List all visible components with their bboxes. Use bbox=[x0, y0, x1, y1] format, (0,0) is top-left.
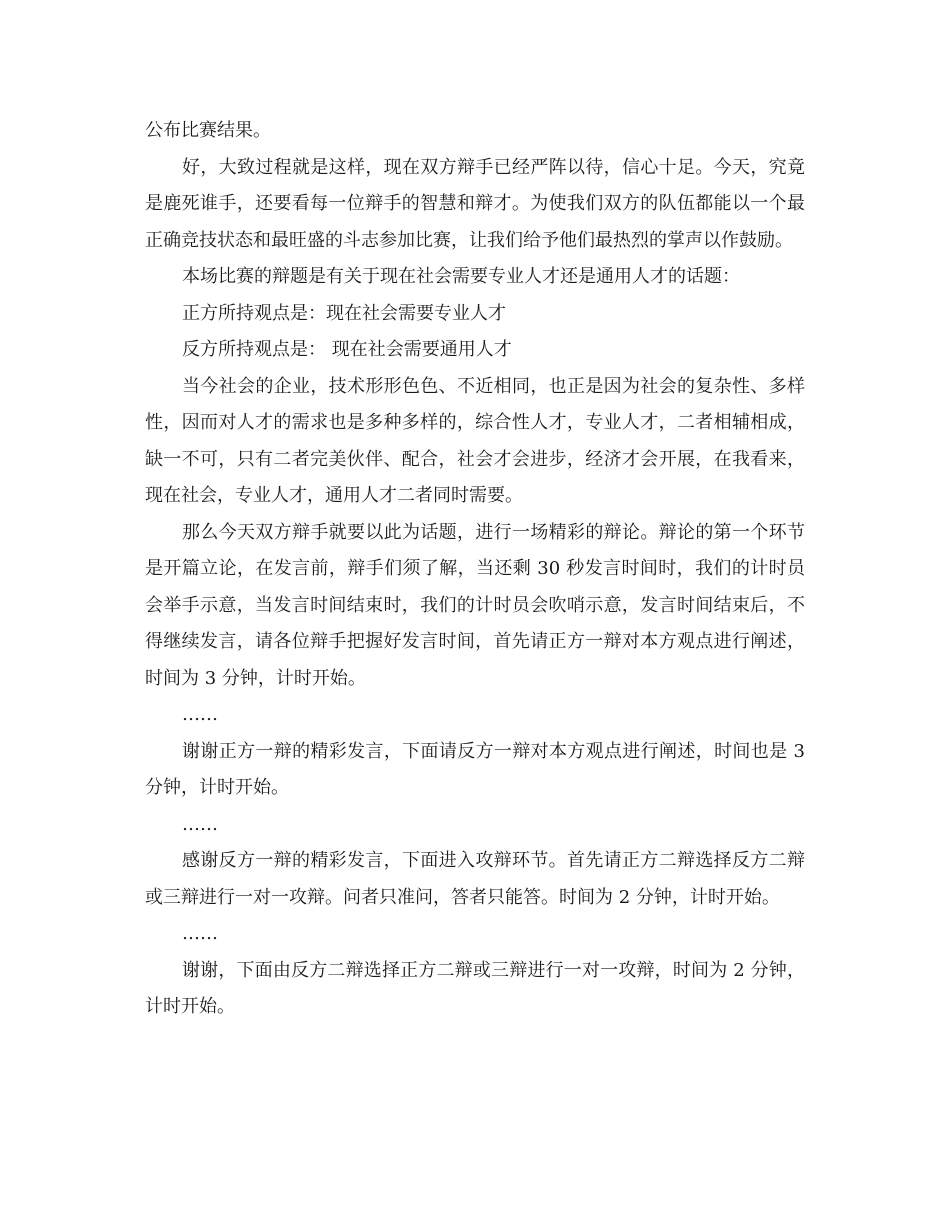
paragraph: 谢谢正方一辩的精彩发言，下面请反方一辩对本方观点进行阐述，时间也是 3 分钟，计时开始。 bbox=[145, 740, 805, 798]
ellipsis-line: …… bbox=[182, 813, 218, 835]
ellipsis-line: …… bbox=[182, 923, 218, 944]
paragraph: 正方所持观点是：现在社会需要专业人才 bbox=[182, 302, 506, 324]
paragraph: 本场比赛的辩题是有关于现在社会需要专业人才还是通用人才的话题： bbox=[182, 266, 740, 287]
document-body bbox=[145, 113, 805, 1026]
ellipsis-line: …… bbox=[182, 704, 218, 725]
paragraph: 公布比赛结果。 bbox=[145, 120, 271, 141]
paragraph: 谢谢，下面由反方二辩选择正方二辩或三辩进行一对一攻辩，时间为 2 分钟，计时开始。 bbox=[145, 959, 805, 1017]
paragraph: 当今社会的企业，技术形形色色、不近相同，也正是因为社会的复杂性、多样性，因而对人才的需求也是多种多样的，综合性人才，专业人才，二者相辅相成，缺一不可，只有二者完美伙伴、配合，社会才会进步，经济才会开展，在我看来，现在社会，专业人才，通用人才二者同时需要。 bbox=[145, 375, 805, 506]
paragraph: 感谢反方一辩的精彩发言，下面进入攻辩环节。首先请正方二辩选择反方二辩或三辩进行一对一攻辩。问者只准问，答者只能答。时间为 2 分钟，计时开始。 bbox=[145, 850, 805, 908]
paragraph: 反方所持观点是： 现在社会需要通用人才 bbox=[182, 339, 512, 360]
paragraph: 好，大致过程就是这样，现在双方辩手已经严阵以待，信心十足。今天，究竟是鹿死谁手，还要看每一位辩手的智慧和辩才。为使我们双方的队伍都能以一个最正确竞技状态和最旺盛的斗志参加比赛，让我们给予他们最热烈的掌声以作鼓励。 bbox=[145, 156, 805, 251]
paragraph: 那么今天双方辩手就要以此为话题，进行一场精彩的辩论。辩论的第一个环节是开篇立论，在发言前，辩手们须了解，当还剩 30 秒发言时间时，我们的计时员会举手示意，当发言时间结束时，我们的计时员会吹哨示意，发言时间结束后，不得继续发言，请各位辩手把握好发言时间，首先请正方一辩对本方观点进行阐述，时间为 3 分钟，计时开始。 bbox=[145, 521, 805, 689]
